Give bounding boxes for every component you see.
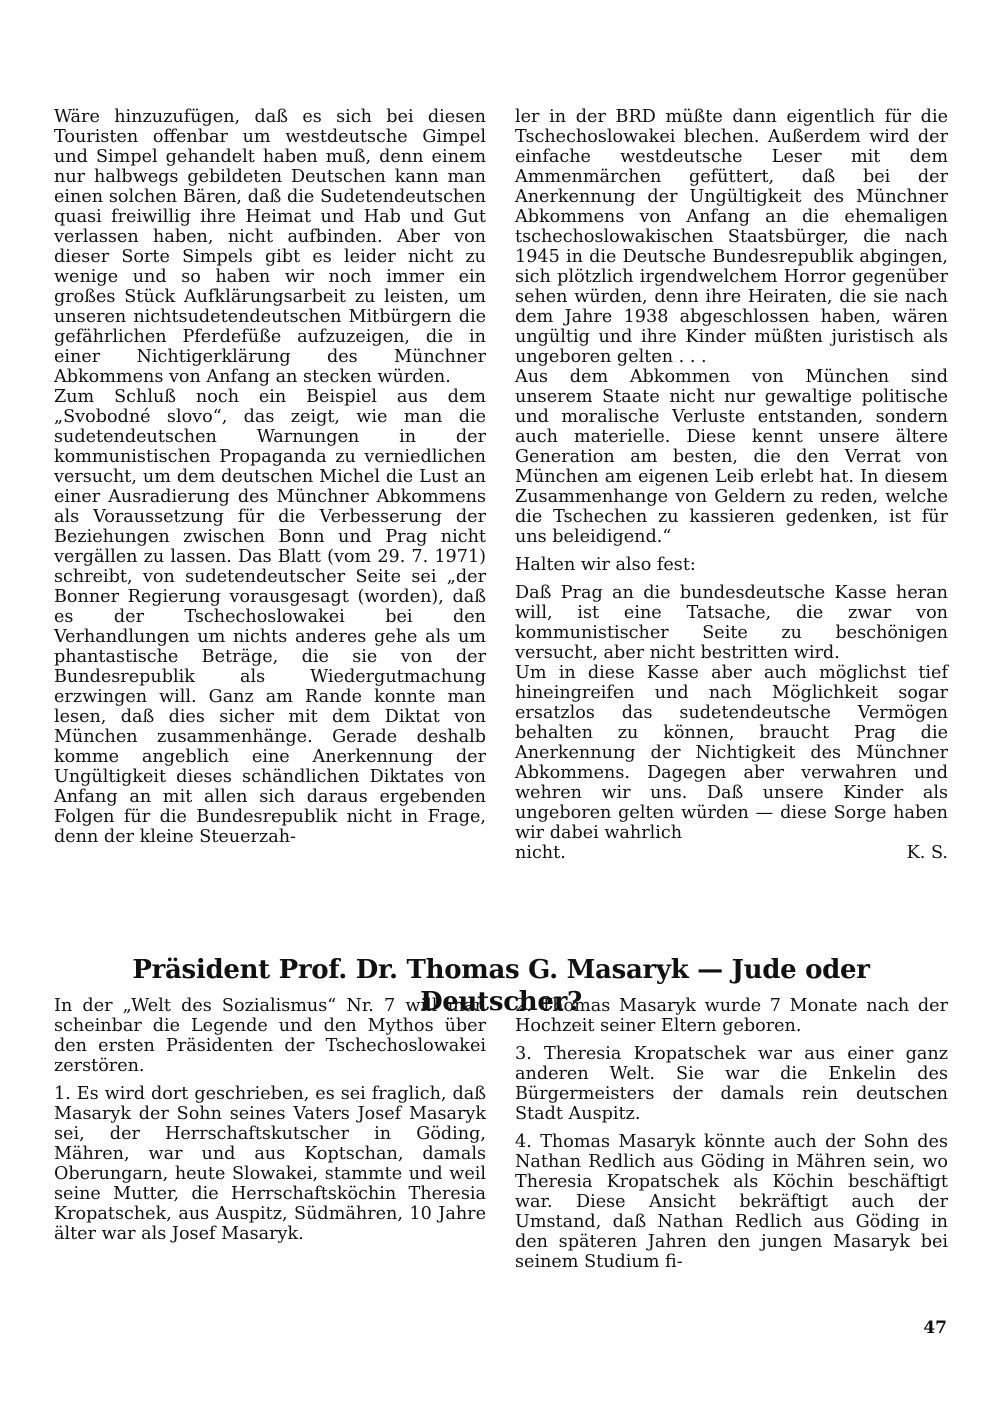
article-heading: Präsident Prof. Dr. Thomas G. Masaryk — Jude oder Deutscher? (132, 955, 870, 1017)
paragraph: Wäre hinzuzufügen, daß es sich bei diesen Touristen offenbar um westdeutsche Gimpel und Simpel gehandelt haben muß, denn einem nur halbwegs gebildeten Deutschen kann man einen solchen Bären, daß die Sudetendeutschen quasi freiwillig ihre Heimat und Hab und Gut verlassen haben, nicht aufbinden. Aber von dieser Sorte Simpels gibt es leider nicht zu wenige und so haben wir noch immer ein großes Stück Aufklärungsarbeit zu leisten, um unseren nichtsudetendeutschen Mitbürgern die gefährlichen Pferdefüße aufzuzeigen, die in einer Nichtigerklärung des Münchner Abkommens von Anfang an stecken würden. (54, 107, 486, 387)
paragraph: In der „Welt des Sozialismus“ Nr. 7 will man scheinbar die Legende und den Mythos über den ersten Präsidenten der Tschechoslowakei zerstören. (54, 996, 486, 1076)
paragraph: ler in der BRD müßte dann eigentlich für die Tschechoslowakei blechen. Außerdem wird der einfache westdeutsche Leser mit dem Ammenmärchen gefüttert, daß bei der Anerkennung der Ungültigkeit des Münchner Abkommens von Anfang an die ehemaligen tschechoslowakischen Staatsbürger, die nach 1945 in die Deutsche Bundesrepublik abgingen, sich plötzlich irgendwelchem Horror gegenüber sehen würden, denn ihre Heiraten, die sie nach dem Jahre 1938 abgeschlossen haben, wären ungültig und ihre Kinder müßten juristisch als ungeboren gelten . . . (515, 107, 948, 367)
bottom-right-column (515, 996, 948, 1272)
paragraph: Halten wir also fest: (515, 555, 696, 575)
paragraph: 2. Thomas Masaryk wurde 7 Monate nach der Hochzeit seiner Eltern geboren. (515, 996, 948, 1036)
closing-word: nicht. (515, 843, 566, 863)
top-right-column (515, 107, 948, 863)
paragraph: Um in diese Kasse aber auch möglichst tief hineingreifen und nach Möglichkeit sogar ersatzlos das sudetendeutsche Vermögen behalten zu können, braucht Prag die Anerkennung der Nichtigkeit des Münchner Abkommens. Dagegen aber verwahren und wehren wir uns. Daß unsere Kinder als ungeboren gelten würden — diese Sorge haben wir dabei wahrlich (515, 663, 948, 843)
bottom-left-column (54, 996, 486, 1244)
closing-line (515, 843, 948, 863)
paragraph: Aus dem Abkommen von München sind unserem Staate nicht nur gewaltige politische und moralische Verluste entstanden, sondern auch materielle. Diese kennt unsere ältere Generation am besten, die den Verrat von München am eigenen Leib erlebt hat. In diesem Zusammenhange von Geldern zu reden, welche die Tschechen zu kassieren gedenken, ist für uns beleidigend.“ (515, 367, 948, 547)
author-signature: K. S. (906, 843, 948, 863)
paragraph: 3. Theresia Kropatschek war aus einer ganz anderen Welt. Sie war die Enkelin des Bürgermeisters der damals rein deutschen Stadt Auspitz. (515, 1044, 948, 1124)
paragraph: 4. Thomas Masaryk könnte auch der Sohn des Nathan Redlich aus Göding in Mähren sein, wo Theresia Kropatschek als Köchin beschäftigt war. Diese Ansicht bekräftigt auch der Umstand, daß Nathan Redlich aus Göding in den späteren Jahren den jungen Masaryk bei seinem Studium fi- (515, 1132, 948, 1272)
paragraph: Zum Schluß noch ein Beispiel aus dem „Svobodné slovo“, das zeigt, wie man die sudetendeutschen Warnungen in der kommunistischen Propaganda zu verniedlichen versucht, um dem deutschen Michel die Lust an einer Ausradierung des Münchner Abkommens als Voraussetzung für die Verbesserung der Beziehungen zwischen Bonn und Prag nicht vergällen zu lassen. Das Blatt (vom 29. 7. 1971) schreibt, von sudetendeutscher Seite sei „der Bonner Regierung vorausgesagt (worden), daß es der Tschechoslowakei bei den Verhandlungen um nichts anderes gehe als um phantastische Beträge, die sie von der Bundesrepublik als Wiedergutmachung erzwingen will. Ganz am Rande konnte man lesen, daß dies sicher mit dem Diktat von München zusammenhänge. Gerade deshalb komme angeblich eine Anerkennung der Ungültigkeit dieses schändlichen Diktates von Anfang an mit allen sich daraus ergebenden Folgen für die Bundesrepublik nicht in Frage, denn der kleine Steuerzah- (54, 387, 486, 847)
paragraph: Daß Prag an die bundesdeutsche Kasse heran will, ist eine Tatsache, die zwar von kommunistischer Seite zu beschönigen versucht, aber nicht bestritten wird. (515, 583, 948, 663)
page-number: 47 (923, 1318, 947, 1338)
top-left-column (54, 107, 486, 847)
paragraph: 1. Es wird dort geschrieben, es sei fraglich, daß Masaryk der Sohn seines Vaters Josef Masaryk sei, der Herrschaftskutscher in Göding, Mähren, war und aus Koptschan, damals Oberungarn, heute Slowakei, stammte und weil seine Mutter, die Herrschaftsköchin Theresia Kropatschek, aus Auspitz, Südmähren, 10 Jahre älter war als Josef Masaryk. (54, 1084, 486, 1244)
